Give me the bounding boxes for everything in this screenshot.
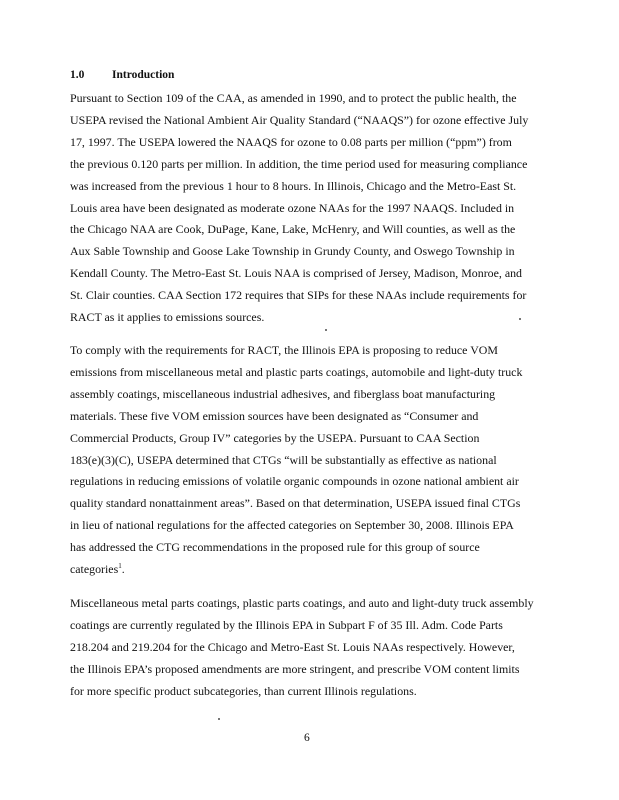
paragraph-caa-ozone-standards — [70, 88, 545, 329]
text-line: for more specific product subcategories, than current Illinois regulations. — [70, 683, 417, 698]
text-line: the Illinois EPA’s proposed amendments are more stringent, and prescribe VOM content limits — [70, 661, 520, 676]
section-heading — [70, 69, 174, 81]
scan-speck — [325, 329, 327, 331]
text-line-with-footnote — [70, 559, 545, 581]
page-number: 6 — [304, 732, 310, 744]
text-line: Kendall County. The Metro-East St. Louis NAA is comprised of Jersey, Madison, Monroe, and — [70, 266, 522, 281]
text-line: regulations in reducing emissions of volatile organic compounds in ozone national ambient air — [70, 474, 519, 489]
text-line: Commercial Products, Group IV” categories by the USEPA. Pursuant to CAA Section — [70, 430, 480, 445]
text-line: USEPA revised the National Ambient Air Quality Standard (“NAAQS”) for ozone effective July — [70, 112, 529, 127]
text-line: the Chicago NAA are Cook, DuPage, Kane, Lake, McHenry, and Will counties, as well as the — [70, 222, 516, 237]
text-line: To comply with the requirements for RACT, the Illinois EPA is proposing to reduce VOM — [70, 343, 498, 357]
text-line: coatings are currently regulated by the Illinois EPA in Subpart F of 35 Ill. Adm. Code Parts — [70, 617, 503, 632]
text-line: Miscellaneous metal parts coatings, plastic parts coatings, and auto and light-duty truck assembly — [70, 596, 534, 610]
text-line: 218.204 and 219.204 for the Chicago and Metro-East St. Louis NAAs respectively. However, — [70, 639, 515, 654]
text-line: 17, 1997. The USEPA lowered the NAAQS for ozone to 0.08 parts per million (“ppm”) from — [70, 134, 512, 149]
text-line: Louis area have been designated as moderate ozone NAAs for the 1997 NAAQS. Included in — [70, 200, 515, 215]
text-line: 183(e)(3)(C), USEPA determined that CTGs “will be substantially as effective as national — [70, 452, 497, 467]
text-line: categories — [70, 562, 119, 577]
section-number: 1.0 — [70, 69, 85, 81]
text-line: emissions from miscellaneous metal and plastic parts coatings, automobile and light-duty truck — [70, 364, 523, 379]
text-line: has addressed the CTG recommendations in the proposed rule for this group of source — [70, 540, 480, 555]
footnote-reference[interactable]: 1 — [118, 562, 122, 571]
scan-speck — [519, 318, 521, 320]
text-line: St. Clair counties. CAA Section 172 requires that SIPs for these NAAs include requirements for — [70, 288, 527, 303]
paragraph-ract-compliance — [70, 340, 545, 581]
scan-speck — [218, 718, 220, 720]
text-line: quality standard nonattainment areas”. Based on that determination, USEPA issued final CTGs — [70, 496, 521, 511]
text-line: RACT as it applies to emissions sources. — [70, 310, 265, 325]
text-line: in lieu of national regulations for the affected categories on September 30, 2008. Illinois EPA — [70, 518, 514, 533]
paragraph-current-regulations — [70, 593, 545, 703]
section-title: Introduction — [112, 69, 175, 81]
text-line: Pursuant to Section 109 of the CAA, as amended in 1990, and to protect the public health, the — [70, 91, 517, 105]
text-line: materials. These five VOM emission sources have been designated as “Consumer and — [70, 408, 479, 423]
text-line: the previous 0.120 parts per million. In addition, the time period used for measuring compliance — [70, 156, 528, 171]
line-end-suffix: . — [121, 562, 125, 577]
text-line: Aux Sable Township and Goose Lake Township in Grundy County, and Oswego Township in — [70, 244, 515, 259]
text-line: assembly coatings, miscellaneous industrial adhesives, and fiberglass boat manufacturing — [70, 386, 496, 401]
text-line: was increased from the previous 1 hour to 8 hours. In Illinois, Chicago and the Metro-East St. — [70, 178, 517, 193]
